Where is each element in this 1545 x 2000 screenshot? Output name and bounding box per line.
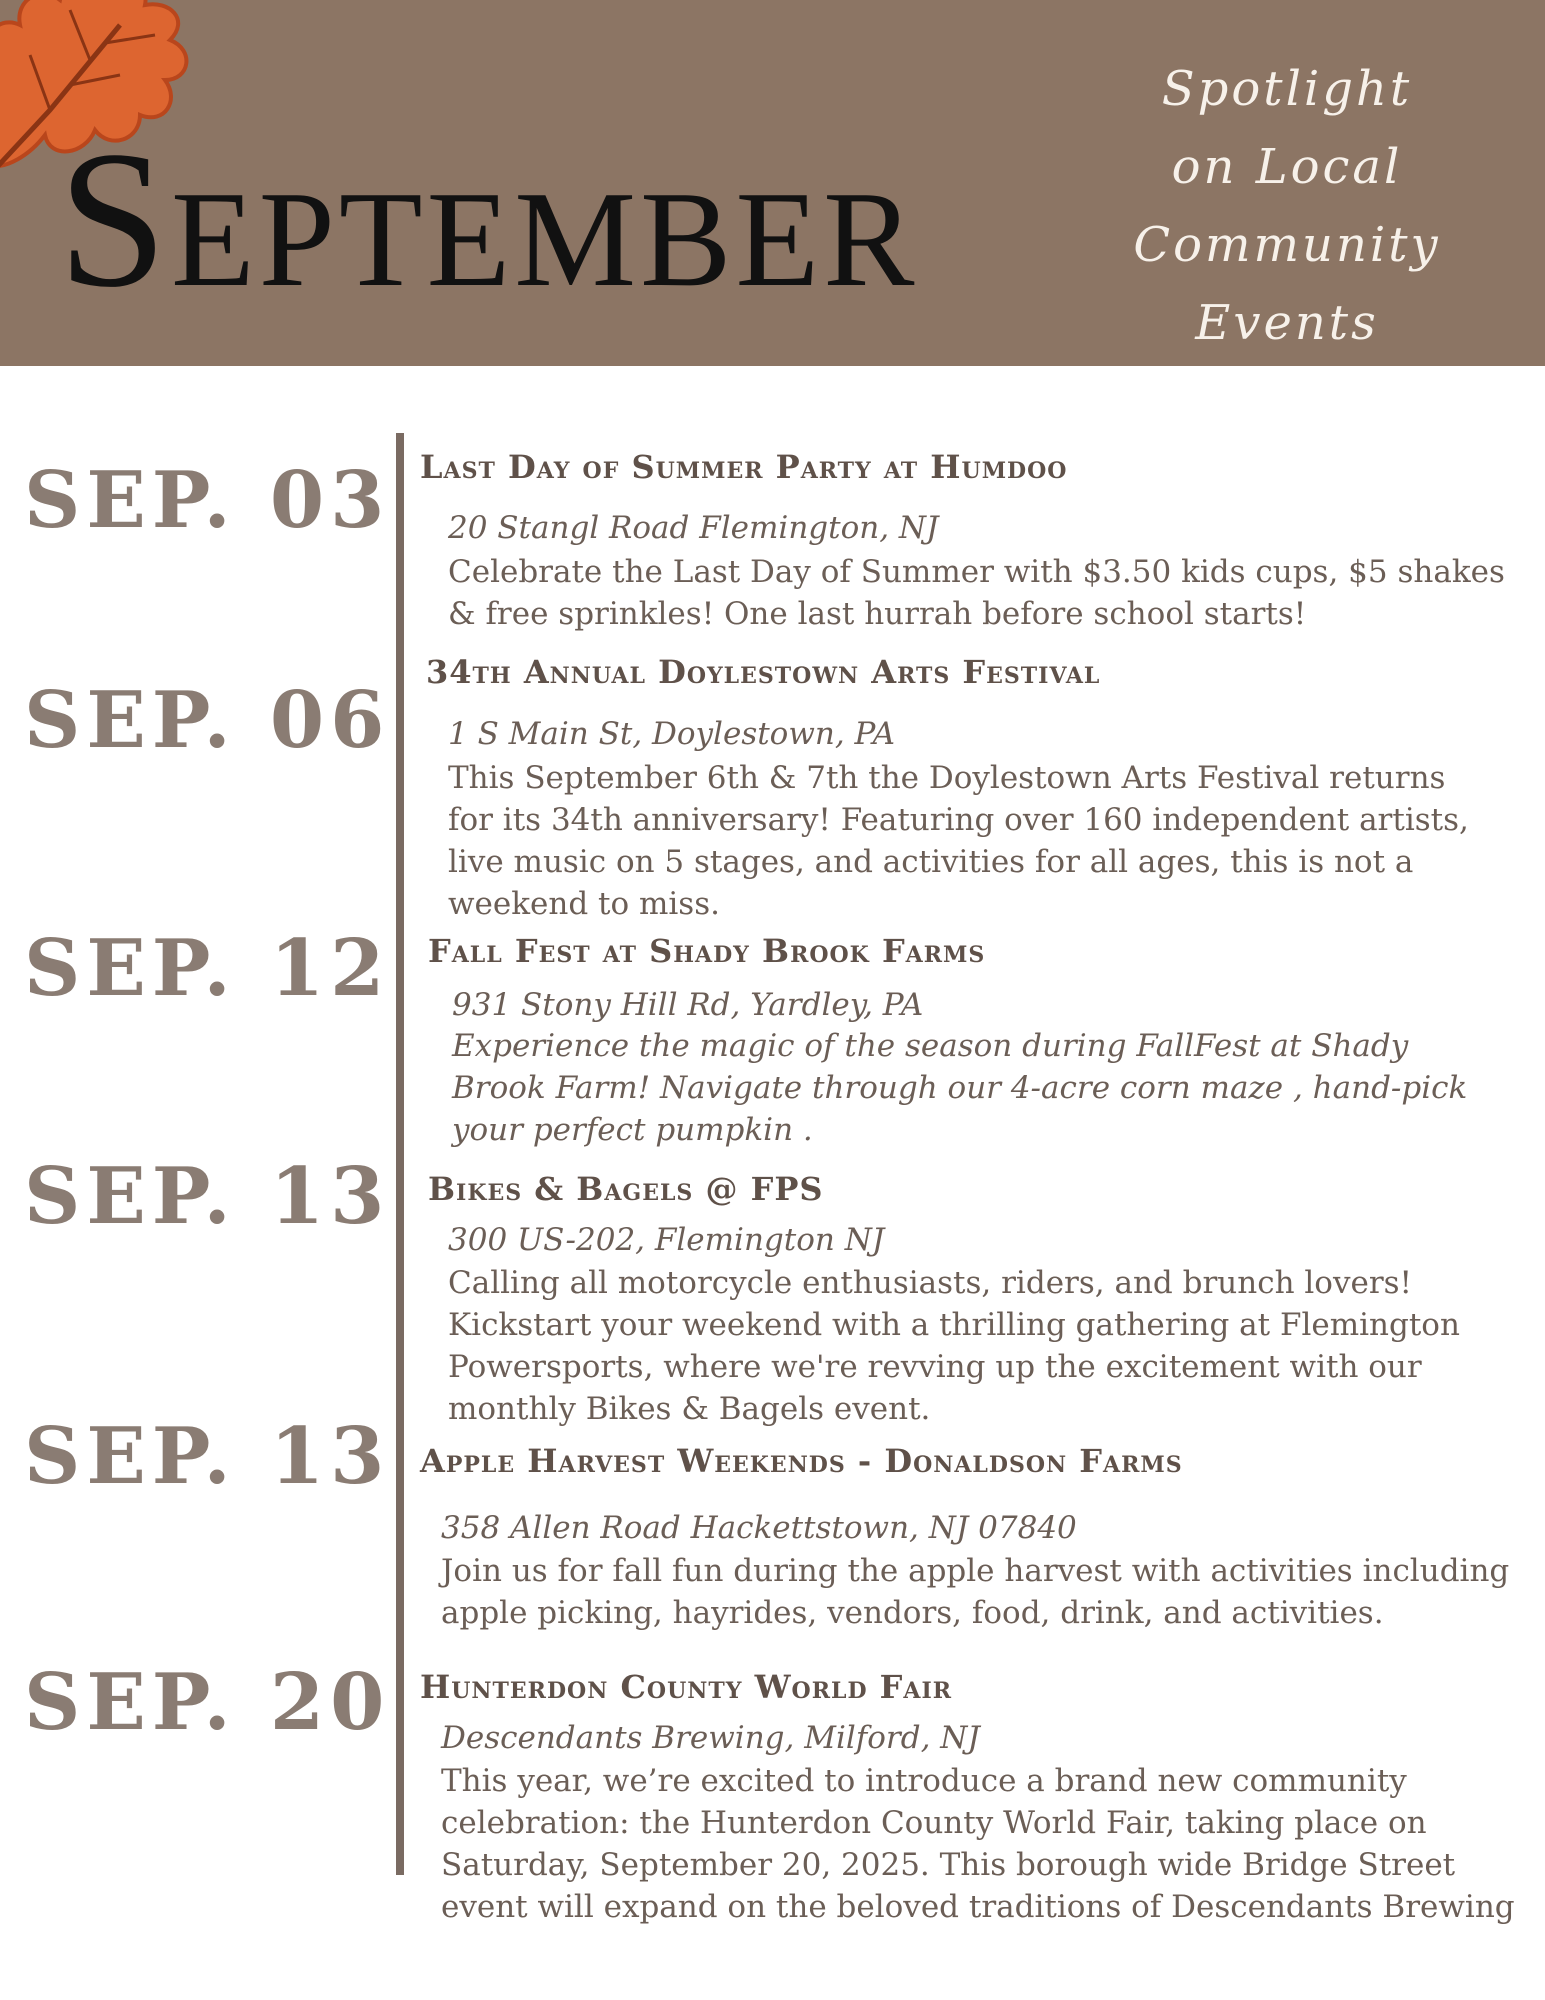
- event-description: This September 6th & 7th the Doylestown Arts Festival returns for its 34th anniversary! Featuring over 160 independent artists, live music on 5 stages, and activities for all ages, this is not a weekend to miss.: [448, 760, 1469, 922]
- event-location: 358 Allen Road Hackettstown, NJ 07840: [441, 1510, 1077, 1546]
- event-description: This year, we’re excited to introduce a brand new community celebration: the Hunterdon County World Fair, taking place on Saturday, September 20, 2025. This borough wide Bridge Street event will expand on the beloved traditions of Descendants Brewing: [441, 1763, 1515, 1925]
- header-banner: [0, 0, 1545, 366]
- event-date: SEP. 03: [24, 455, 391, 546]
- event-date: SEP. 13: [24, 1151, 391, 1242]
- event-description: Join us for fall fun during the apple harvest with activities including apple picking, hayrides, vendors, food, drink, and activities.: [441, 1553, 1510, 1631]
- event-location: Descendants Brewing, Milford, NJ: [441, 1720, 980, 1756]
- event-location: 20 Stangl Road Flemington, NJ: [448, 510, 939, 546]
- subtitle-line: Community: [1133, 217, 1441, 273]
- event-date: SEP. 06: [24, 675, 391, 766]
- event-date: SEP. 20: [24, 1657, 391, 1748]
- event-location: 300 US-202, Flemington NJ: [448, 1222, 885, 1258]
- event-location: 1 S Main St, Doylestown, PA: [448, 716, 895, 752]
- event-date: SEP. 12: [24, 923, 391, 1014]
- event-description: Celebrate the Last Day of Summer with $3.50 kids cups, $5 shakes & free sprinkles! One last hurrah before school starts!: [448, 554, 1505, 632]
- subtitle-line: Events: [1195, 295, 1379, 351]
- event-date: SEP. 13: [24, 1411, 391, 1502]
- event-title: Fall Fest at Shady Brook Farms: [428, 932, 986, 970]
- timeline-divider: [396, 433, 404, 1875]
- event-location: 931 Stony Hill Rd, Yardley, PA: [452, 987, 924, 1023]
- subtitle-line: on Local: [1171, 139, 1403, 195]
- event-title: Last Day of Summer Party at Humdoo: [420, 448, 1068, 486]
- event-description: Experience the magic of the season during FallFest at Shady Brook Farm! Navigate through our 4-acre corn maze , hand-pick your perfect pumpkin .: [452, 1028, 1468, 1148]
- page-title: [58, 111, 919, 328]
- event-title: Hunterdon County World Fair: [420, 1668, 953, 1706]
- header-subtitle: [1112, 50, 1462, 362]
- event-title: Bikes & Bagels @ FPS: [428, 1170, 824, 1208]
- event-title: 34th Annual Doylestown Arts Festival: [426, 653, 1101, 691]
- subtitle-line: Spotlight: [1161, 61, 1413, 117]
- event-description: Calling all motorcycle enthusiasts, riders, and brunch lovers! Kickstart your weekend with a thrilling gathering at Flemington Powersports, where we're revving up the excitement with our monthly Bikes & Bagels event.: [448, 1265, 1460, 1427]
- event-title: Apple Harvest Weekends - Donaldson Farms: [420, 1442, 1183, 1480]
- page-title-text: September: [58, 111, 919, 328]
